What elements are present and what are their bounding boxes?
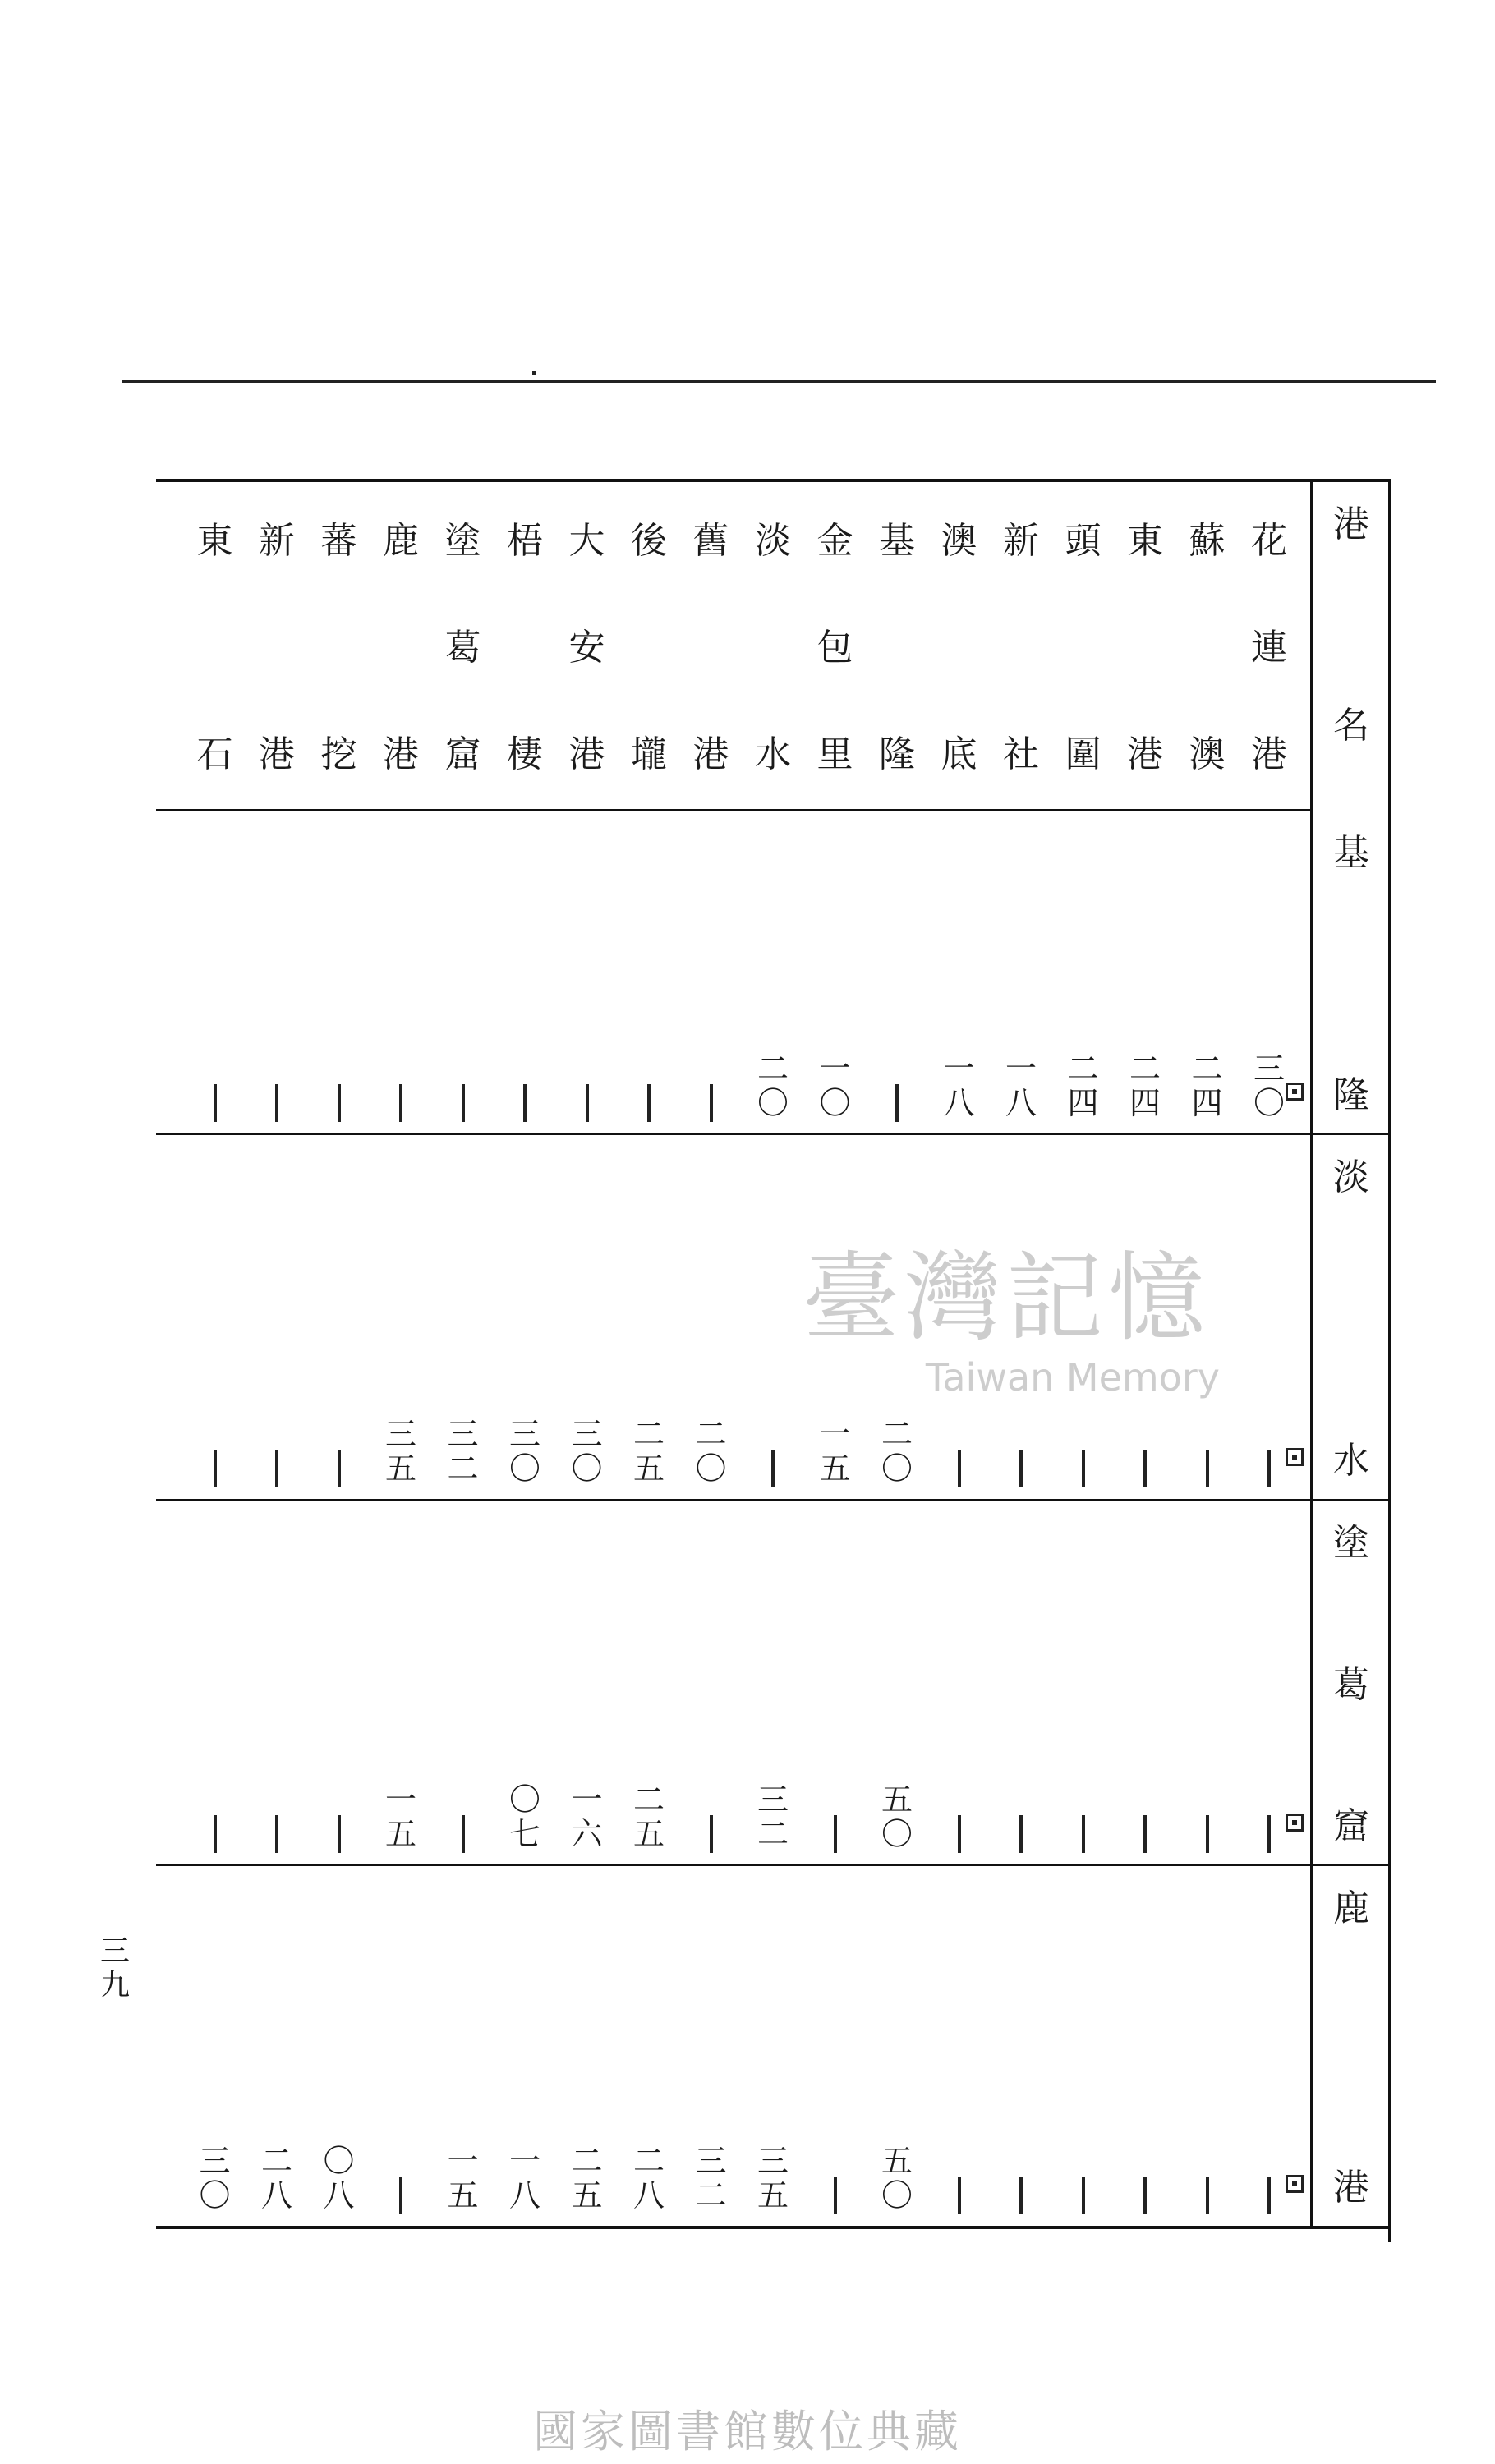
dash-mark: [399, 2177, 402, 2214]
distance-cell: [616, 1782, 682, 1851]
port-name-char: 新: [1003, 520, 1039, 562]
dash-mark: [1082, 2177, 1085, 2214]
dash-mark: [1019, 2177, 1023, 2214]
page-number: [90, 1934, 140, 2003]
dash-mark: [710, 1815, 713, 1853]
distance-digit: 〇: [695, 1450, 727, 1487]
distance-cell: [306, 2144, 372, 2213]
distance-digit: 二: [757, 1050, 789, 1087]
distance-digit: 三: [447, 1416, 479, 1452]
dash-mark: [1019, 1815, 1023, 1853]
port-name-char: 港: [383, 733, 419, 775]
distance-digit: 四: [1067, 1085, 1099, 1121]
distance-cell: [678, 1417, 744, 1486]
port-name-char: 水: [755, 733, 791, 775]
distance-cell: [430, 2144, 496, 2213]
dash-mark: [523, 1084, 527, 1122]
distance-cell: [616, 1417, 682, 1486]
distance-cell: [1236, 1450, 1302, 1487]
distance-cell: [1112, 2177, 1178, 2214]
distance-cell: [244, 1815, 310, 1853]
distance-digit: 二: [695, 2177, 727, 2213]
row-rule: [156, 1499, 1388, 1501]
distance-digit: 八: [508, 2177, 540, 2213]
distance-cell: [1112, 1051, 1178, 1120]
row-rule: [156, 1864, 1388, 1866]
distance-digit: 〇: [571, 1450, 603, 1487]
origin-label-char: 水: [1333, 1440, 1369, 1482]
port-name-char: 石: [196, 733, 233, 775]
distance-digit: 五: [632, 1450, 665, 1487]
port-name-char: 澳: [1189, 733, 1226, 775]
distance-cell: [1051, 2177, 1116, 2214]
dash-mark: [462, 1815, 465, 1853]
dash-mark: [1019, 1450, 1023, 1487]
distance-digit: 〇: [1253, 1085, 1285, 1121]
origin-label-char: 窟: [1333, 1805, 1369, 1847]
dash-mark: [1206, 1450, 1209, 1487]
distance-digit: 五: [571, 2177, 603, 2213]
row-rule: [156, 2226, 1388, 2229]
port-name-char: 港: [692, 733, 729, 775]
distance-cell: [492, 1417, 558, 1486]
port-name-char: 港: [1251, 733, 1287, 775]
distance-digit: 七: [508, 1816, 540, 1852]
distance-cell: [678, 1084, 744, 1122]
distance-cell: [1051, 1450, 1116, 1487]
origin-label-char: 基: [1333, 832, 1369, 874]
distance-digit: 三: [571, 1416, 603, 1452]
distance-cell: [864, 1782, 930, 1851]
distance-cell: [988, 2177, 1054, 2214]
distance-digit: 一: [819, 1416, 851, 1452]
distance-cell: [554, 1782, 620, 1851]
distance-cell: [244, 1084, 310, 1122]
distance-digit: 五: [632, 1816, 665, 1852]
distance-digit: 一: [508, 2143, 540, 2179]
dash-mark: [1143, 2177, 1147, 2214]
distance-cell: [616, 2144, 682, 2213]
port-name-char: 東: [1127, 520, 1163, 562]
distance-cell: [306, 1450, 372, 1487]
port-name-char: 基: [879, 520, 915, 562]
port-name-char: 塗: [444, 520, 481, 562]
dash-mark: [834, 2177, 837, 2214]
port-name-char: 頭: [1065, 520, 1102, 562]
distance-cell: [554, 1084, 620, 1122]
distance-cell: [1175, 2177, 1240, 2214]
distance-digit: 二: [447, 1450, 479, 1487]
dash-mark: [895, 1084, 899, 1122]
distance-cell: [740, 1450, 806, 1487]
distance-digit: 〇: [881, 2177, 913, 2213]
port-name-char: 金: [816, 520, 853, 562]
distance-cell: [368, 1782, 434, 1851]
dash-mark: [1082, 1450, 1085, 1487]
watermark-english: Taiwan Memory: [925, 1355, 1220, 1400]
port-name-char: 包: [816, 627, 853, 669]
port-name-char: 澳: [941, 520, 978, 562]
port-name-char: 壠: [631, 733, 667, 775]
distance-cell: [368, 1417, 434, 1486]
distance-cell: [430, 1815, 496, 1853]
distance-digit: 二: [1191, 1050, 1223, 1087]
distance-digit: 二: [881, 1416, 913, 1452]
distance-digit: 〇: [819, 1085, 851, 1121]
distance-cell: [244, 2144, 310, 2213]
distance-cell: [678, 1815, 744, 1853]
dash-mark: [1267, 2177, 1271, 2214]
dash-mark: [214, 1084, 217, 1122]
origin-label-char: 塗: [1333, 1522, 1369, 1564]
port-name-char: 舊: [692, 520, 729, 562]
port-name-char: 港: [568, 733, 605, 775]
distance-digit: 四: [1129, 1085, 1161, 1121]
port-name-char: 里: [816, 733, 853, 775]
dash-mark: [958, 2177, 961, 2214]
port-name-char: 安: [568, 627, 605, 669]
distance-digit: 五: [757, 2177, 789, 2213]
dash-mark: [338, 1084, 341, 1122]
distance-cell: [368, 2177, 434, 2214]
distance-digit: 〇: [323, 2143, 355, 2179]
origin-label-char: 隆: [1333, 1074, 1369, 1116]
distance-cell: [988, 1450, 1054, 1487]
distance-cell: [554, 1417, 620, 1486]
distance-cell: [740, 1051, 806, 1120]
row-rule: [156, 1133, 1388, 1135]
port-name-char: 窟: [444, 733, 481, 775]
distance-cell: [988, 1051, 1054, 1120]
distance-digit: 二: [260, 2143, 292, 2179]
distance-digit: 八: [943, 1085, 975, 1121]
distance-cell: [182, 1450, 248, 1487]
distance-cell: [306, 1815, 372, 1853]
page-number-char: 九: [99, 1969, 130, 2002]
port-name-char: 棲: [507, 733, 543, 775]
dash-mark: [275, 1815, 278, 1853]
distance-cell: [678, 2144, 744, 2213]
dash-mark: [275, 1084, 278, 1122]
distance-cell: [492, 2144, 558, 2213]
distance-cell: [864, 1417, 930, 1486]
dash-mark: [1267, 1450, 1271, 1487]
distance-digit: 三: [384, 1416, 416, 1452]
distance-cell: [927, 1815, 992, 1853]
distance-cell: [430, 1084, 496, 1122]
distance-cell: [430, 1417, 496, 1486]
distance-cell: [492, 1782, 558, 1851]
port-name-char: 東: [196, 520, 233, 562]
dash-mark: [1143, 1815, 1147, 1853]
port-name-char: 鹿: [383, 520, 419, 562]
distance-digit: 〇: [508, 1450, 540, 1487]
port-name-char: 蕃: [320, 520, 357, 562]
distance-cell: [1112, 1450, 1178, 1487]
distance-cell: [368, 1084, 434, 1122]
distance-digit: 一: [819, 1050, 851, 1087]
distance-digit: 三: [199, 2143, 231, 2179]
distance-digit: 二: [632, 1416, 665, 1452]
distance-digit: 〇: [199, 2177, 231, 2213]
port-name-char: 淡: [755, 520, 791, 562]
distance-digit: 〇: [881, 1450, 913, 1487]
dash-mark: [214, 1815, 217, 1853]
distance-digit: 一: [571, 1781, 603, 1818]
distance-digit: 一: [943, 1050, 975, 1087]
distance-cell: [803, 1051, 868, 1120]
distance-cell: [1051, 1051, 1116, 1120]
distance-digit: 〇: [508, 1781, 540, 1818]
label-column-rule: [1310, 479, 1313, 2226]
dash-mark: [275, 1450, 278, 1487]
distance-cell: [927, 2177, 992, 2214]
port-name-char: 梧: [507, 520, 543, 562]
top-rule: [122, 380, 1436, 383]
distance-digit: 五: [819, 1450, 851, 1487]
header-label-char: 名: [1333, 705, 1369, 747]
distance-digit: 三: [757, 1781, 789, 1818]
distance-cell: [182, 1084, 248, 1122]
dash-mark: [586, 1084, 589, 1122]
dash-mark: [958, 1450, 961, 1487]
distance-cell: [927, 1450, 992, 1487]
distance-digit: 八: [323, 2177, 355, 2213]
table-right-rule: [1388, 479, 1392, 2242]
watermark-chinese: 臺灣記憶: [802, 1241, 1210, 1354]
distance-cell: [803, 1815, 868, 1853]
distance-digit: 二: [695, 1416, 727, 1452]
distance-digit: 二: [571, 2143, 603, 2179]
dash-mark: [338, 1450, 341, 1487]
port-name-char: 社: [1003, 733, 1039, 775]
distance-digit: 三: [508, 1416, 540, 1452]
port-name-char: 連: [1251, 627, 1287, 669]
port-name-char: 隆: [879, 733, 915, 775]
distance-digit: 二: [632, 1781, 665, 1818]
distance-cell: [803, 2177, 868, 2214]
header-label-char: 港: [1333, 503, 1369, 545]
page-number-char: 三: [99, 1934, 130, 1968]
distance-cell: [1236, 1815, 1302, 1853]
distance-cell: [740, 2144, 806, 2213]
distance-cell: [740, 1782, 806, 1851]
dash-mark: [647, 1084, 651, 1122]
port-name-char: 圍: [1065, 733, 1102, 775]
origin-label-char: 葛: [1333, 1663, 1369, 1706]
distance-digit: 五: [881, 2143, 913, 2179]
dash-mark: [399, 1084, 402, 1122]
distance-cell: [988, 1815, 1054, 1853]
distance-cell: [244, 1450, 310, 1487]
distance-digit: 五: [384, 1816, 416, 1852]
distance-digit: 一: [447, 2143, 479, 2179]
top-dot: [532, 371, 536, 375]
distance-cell: [492, 1084, 558, 1122]
dash-mark: [1267, 1815, 1271, 1853]
distance-digit: 八: [260, 2177, 292, 2213]
port-name-char: 港: [1127, 733, 1163, 775]
distance-cell: [864, 2144, 930, 2213]
distance-cell: [1175, 1815, 1240, 1853]
dash-mark: [338, 1815, 341, 1853]
footer-credit: 國家圖書館數位典藏: [533, 2406, 962, 2457]
distance-cell: [1236, 2177, 1302, 2214]
port-name-char: 後: [631, 520, 667, 562]
distance-cell: [1112, 1815, 1178, 1853]
table-top-rule: [156, 479, 1388, 482]
distance-digit: 二: [632, 2143, 665, 2179]
port-name-char: 大: [568, 520, 605, 562]
distance-cell: [1175, 1051, 1240, 1120]
distance-cell: [616, 1084, 682, 1122]
port-name-char: 蘇: [1189, 520, 1226, 562]
distance-cell: [1236, 1051, 1302, 1120]
distance-cell: [1175, 1450, 1240, 1487]
distance-digit: 六: [571, 1816, 603, 1852]
port-name-char: 葛: [444, 627, 481, 669]
dash-mark: [1143, 1450, 1147, 1487]
watermark: [743, 1240, 1269, 1421]
distance-cell: [864, 1084, 930, 1122]
distance-cell: [927, 1051, 992, 1120]
dash-mark: [1206, 1815, 1209, 1853]
dash-mark: [771, 1450, 775, 1487]
distance-digit: 八: [632, 2177, 665, 2213]
dash-mark: [710, 1084, 713, 1122]
distance-digit: 三: [695, 2143, 727, 2179]
origin-label-char: 港: [1333, 2167, 1369, 2209]
port-name-char: 挖: [320, 733, 357, 775]
distance-digit: 八: [1005, 1085, 1037, 1121]
distance-cell: [182, 1815, 248, 1853]
port-name-char: 底: [941, 733, 978, 775]
distance-cell: [554, 2144, 620, 2213]
distance-digit: 〇: [881, 1816, 913, 1852]
distance-digit: 四: [1191, 1085, 1223, 1121]
port-name-char: 花: [1251, 520, 1287, 562]
distance-cell: [182, 2144, 248, 2213]
dash-mark: [958, 1815, 961, 1853]
dash-mark: [1082, 1815, 1085, 1853]
port-name-char: 新: [259, 520, 295, 562]
distance-digit: 三: [1253, 1050, 1285, 1087]
distance-digit: 五: [384, 1450, 416, 1487]
distance-digit: 二: [1129, 1050, 1161, 1087]
distance-cell: [803, 1417, 868, 1486]
dash-mark: [462, 1084, 465, 1122]
distance-digit: 二: [757, 1816, 789, 1852]
distance-digit: 一: [384, 1781, 416, 1818]
dash-mark: [1206, 2177, 1209, 2214]
origin-label-char: 淡: [1333, 1156, 1369, 1198]
distance-digit: 五: [447, 2177, 479, 2213]
distance-digit: 二: [1067, 1050, 1099, 1087]
dash-mark: [834, 1815, 837, 1853]
distance-digit: 三: [757, 2143, 789, 2179]
origin-label-char: 鹿: [1333, 1887, 1369, 1929]
dash-mark: [214, 1450, 217, 1487]
distance-digit: 五: [881, 1781, 913, 1818]
distance-cell: [1051, 1815, 1116, 1853]
header-bottom-rule: [156, 809, 1310, 811]
distance-cell: [306, 1084, 372, 1122]
port-name-char: 港: [259, 733, 295, 775]
distance-digit: 一: [1005, 1050, 1037, 1087]
distance-digit: 〇: [757, 1085, 789, 1121]
